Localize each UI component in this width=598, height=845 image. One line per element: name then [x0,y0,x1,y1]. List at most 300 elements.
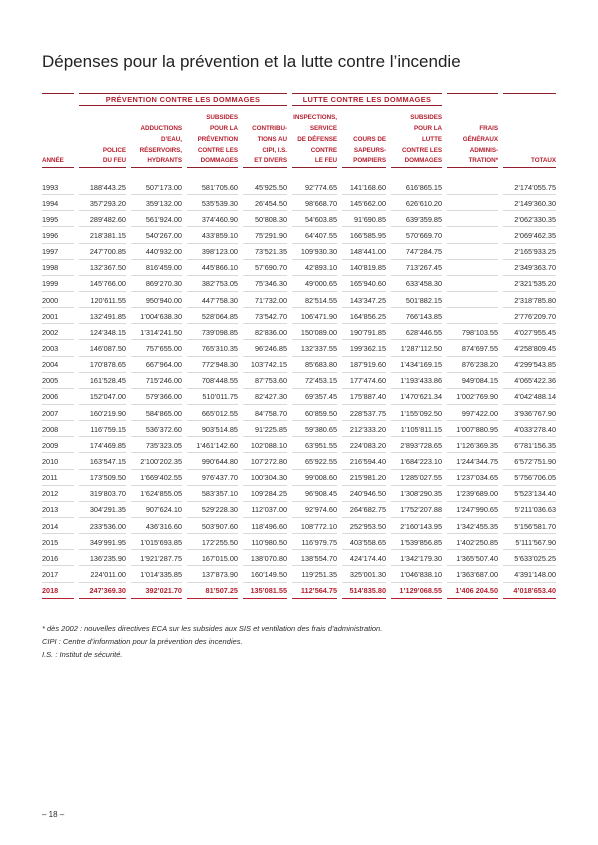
cours-sapeurs-pompiers-cell: 165’940.60 [342,276,386,292]
inspections-cell: 82’514.55 [292,292,337,308]
subsides-prevention-cell: 583’357.10 [187,486,238,502]
contributions-cell: 91’225.85 [243,421,287,437]
frais-generaux-cell: 1’237’034.65 [447,470,498,486]
adductions-cell: 715’246.00 [131,373,182,389]
adductions-cell: 1’014’335.85 [131,566,182,582]
subsides-prevention-cell: 665’012.55 [187,405,238,421]
year-cell: 1994 [42,195,74,211]
subsides-lutte-cell: 633’458.30 [391,276,442,292]
adductions-cell: 1’669’402.55 [131,470,182,486]
police-du-feu-cell: 218’381.15 [79,227,126,243]
header-spacer [42,168,556,179]
totaux-cell: 2’776’209.70 [503,308,556,324]
frais-generaux-cell: 1’126’369.35 [447,437,498,453]
subsides-prevention-cell: 708’448.55 [187,373,238,389]
adductions-cell: 579’366.00 [131,389,182,405]
cours-sapeurs-pompiers-cell: 228’537.75 [342,405,386,421]
contributions-cell: 107’272.80 [243,453,287,469]
police-du-feu-cell: 145’766.00 [79,276,126,292]
table-row [42,486,556,502]
police-du-feu-cell: 161’528.45 [79,373,126,389]
totaux-cell: 3’936’767.90 [503,405,556,421]
subsides-prevention-cell: 137’873.90 [187,566,238,582]
frais-generaux-cell: 1’406 204.50 [447,583,498,599]
police-du-feu-cell: 160’219.90 [79,405,126,421]
subsides-lutte-cell: 1’752’207.88 [391,502,442,518]
inspections-cell: 65’922.55 [292,453,337,469]
police-du-feu-cell: 136’235.90 [79,550,126,566]
adductions-cell: 1’004’638.30 [131,308,182,324]
spacer-cell [42,168,556,179]
contributions-cell: 96’246.85 [243,340,287,356]
table-row [42,324,556,340]
subsides-prevention-cell: 167’015.00 [187,550,238,566]
totaux-cell: 2’069’462.35 [503,227,556,243]
contributions-cell: 109’284.25 [243,486,287,502]
column-header-totaux: TOTAUX [503,93,556,168]
contributions-cell: 73’542.70 [243,308,287,324]
subsides-lutte-cell: 1’684’223.10 [391,453,442,469]
group-header-lutte: LUTTE CONTRE LES DOMMAGES [292,93,442,106]
contributions-cell: 73’521.35 [243,244,287,260]
totaux-cell: 2’165’933.25 [503,244,556,260]
adductions-cell: 1’624’855.05 [131,486,182,502]
police-du-feu-cell: 289’482.60 [79,211,126,227]
table-row [42,195,556,211]
totaux-cell: 4’027’955.45 [503,324,556,340]
subsides-prevention-cell: 529’228.30 [187,502,238,518]
contributions-cell: 100’304.30 [243,470,287,486]
year-cell: 2018 [42,583,74,599]
contributions-cell: 135’081.55 [243,583,287,599]
cours-sapeurs-pompiers-cell: 403’558.65 [342,534,386,550]
contributions-cell: 82’427.30 [243,389,287,405]
year-cell: 2002 [42,324,74,340]
subsides-lutte-cell: 1’342’179.30 [391,550,442,566]
contributions-cell: 50’808.30 [243,211,287,227]
subsides-prevention-cell: 398’123.00 [187,244,238,260]
subsides-lutte-cell: 713’267.45 [391,260,442,276]
police-du-feu-cell: 319’803.70 [79,486,126,502]
inspections-cell: 69’357.45 [292,389,337,405]
frais-generaux-cell: 1’402’250.85 [447,534,498,550]
frais-generaux-cell: 1’247’990.65 [447,502,498,518]
police-du-feu-cell: 357’293.20 [79,195,126,211]
year-cell: 2003 [42,340,74,356]
subsides-lutte-cell: 570’669.70 [391,227,442,243]
totaux-cell: 6’572’751.90 [503,453,556,469]
cours-sapeurs-pompiers-cell: 145’662.00 [342,195,386,211]
adductions-cell: 907’624.10 [131,502,182,518]
subsides-lutte-cell: 1’129’068.55 [391,583,442,599]
subsides-prevention-cell: 382’753.05 [187,276,238,292]
police-du-feu-cell: 120’611.55 [79,292,126,308]
subsides-prevention-cell: 172’255.50 [187,534,238,550]
contributions-cell: 118’496.60 [243,518,287,534]
contributions-cell: 110’980.50 [243,534,287,550]
column-header-contributions: CONTRIBU- TIONS AU CIPI, I.S. ET DIVERS [243,106,287,168]
subsides-lutte-cell: 1’539’856.85 [391,534,442,550]
inspections-cell: 150’089.00 [292,324,337,340]
table-row [42,244,556,260]
police-du-feu-cell: 233’536.00 [79,518,126,534]
subsides-prevention-cell: 535’539.30 [187,195,238,211]
subsides-prevention-cell: 445’866.10 [187,260,238,276]
table-row [42,550,556,566]
totaux-cell: 6’781’156.35 [503,437,556,453]
adductions-cell: 2’100’202.35 [131,453,182,469]
inspections-cell: 64’407.55 [292,227,337,243]
subsides-lutte-cell: 1’470’621.34 [391,389,442,405]
frais-generaux-cell: 1’007’880.95 [447,421,498,437]
totaux-cell: 5’523’134.40 [503,486,556,502]
adductions-cell: 584’865.00 [131,405,182,421]
totaux-cell: 2’318’785.80 [503,292,556,308]
year-cell: 2011 [42,470,74,486]
totaux-cell: 5’111’567.90 [503,534,556,550]
police-du-feu-cell: 174’469.85 [79,437,126,453]
column-header-inspections: INSPECTIONS, SERVICE DE DÉFENSE CONTRE LE FEU [292,106,337,168]
totaux-cell: 4’065’422.36 [503,373,556,389]
cours-sapeurs-pompiers-cell: 224’083.20 [342,437,386,453]
table-row [42,260,556,276]
police-du-feu-cell: 349’991.95 [79,534,126,550]
frais-generaux-cell [447,227,498,243]
adductions-cell: 1’314’241.50 [131,324,182,340]
contributions-cell: 103’742.15 [243,357,287,373]
contributions-cell: 26’454.50 [243,195,287,211]
inspections-cell: 132’337.55 [292,340,337,356]
inspections-cell: 60’859.50 [292,405,337,421]
frais-generaux-cell: 1’342’455.35 [447,518,498,534]
adductions-cell: 1’921’287.75 [131,550,182,566]
frais-generaux-cell [447,260,498,276]
subsides-lutte-cell: 626’610.20 [391,195,442,211]
cours-sapeurs-pompiers-cell: 424’174.40 [342,550,386,566]
subsides-prevention-cell: 990’644.80 [187,453,238,469]
frais-generaux-cell [447,292,498,308]
table-row [42,405,556,421]
totaux-cell: 2’062’330.35 [503,211,556,227]
contributions-cell: 84’758.70 [243,405,287,421]
totaux-cell: 2’174’055.75 [503,179,556,195]
contributions-cell: 45’925.50 [243,179,287,195]
police-du-feu-cell: 247’700.85 [79,244,126,260]
column-header-subsides-lutte: SUBSIDES POUR LA LUTTE CONTRE LES DOMMAGES [391,106,442,168]
police-du-feu-cell: 163’547.15 [79,453,126,469]
cours-sapeurs-pompiers-cell: 166’585.95 [342,227,386,243]
adductions-cell: 869’270.30 [131,276,182,292]
cours-sapeurs-pompiers-cell: 187’919.60 [342,357,386,373]
table-row [42,292,556,308]
year-cell: 2010 [42,453,74,469]
totaux-cell: 4’018’653.40 [503,583,556,599]
year-cell: 2008 [42,421,74,437]
inspections-cell: 96’908.45 [292,486,337,502]
table-row [42,308,556,324]
group-header-row [42,93,556,106]
inspections-cell: 108’772.10 [292,518,337,534]
table-row [42,389,556,405]
group-header-prevention: PRÉVENTION CONTRE LES DOMMAGES [79,93,287,106]
subsides-lutte-cell: 616’865.15 [391,179,442,195]
year-cell: 2005 [42,373,74,389]
totaux-cell: 5’756’706.05 [503,470,556,486]
adductions-cell: 359’132.00 [131,195,182,211]
table-row [42,502,556,518]
cours-sapeurs-pompiers-cell: 91’690.85 [342,211,386,227]
column-header-cours-sapeurs-pompiers: COURS DE SAPEURS- POMPIERS [342,106,386,168]
page-title: Dépenses pour la prévention et la lutte contre l’incendie [42,52,461,71]
subsides-lutte-cell: 501’882.15 [391,292,442,308]
subsides-prevention-cell: 81’507.25 [187,583,238,599]
contributions-cell: 138’070.80 [243,550,287,566]
subsides-prevention-cell: 765’310.35 [187,340,238,356]
subsides-lutte-cell: 1’308’290.35 [391,486,442,502]
subsides-prevention-cell: 772’948.30 [187,357,238,373]
column-header-annee: ANNÉE [42,93,74,168]
adductions-cell: 816’459.00 [131,260,182,276]
frais-generaux-cell: 997’422.00 [447,405,498,421]
subsides-lutte-cell: 1’434’169.15 [391,357,442,373]
year-cell: 2016 [42,550,74,566]
police-du-feu-cell: 152’047.00 [79,389,126,405]
year-cell: 2006 [42,389,74,405]
frais-generaux-cell: 949’084.15 [447,373,498,389]
year-cell: 1993 [42,179,74,195]
expenses-table [37,93,561,599]
adductions-cell: 667’964.00 [131,357,182,373]
subsides-prevention-cell: 1’461’142.60 [187,437,238,453]
subsides-lutte-cell: 1’105’811.15 [391,421,442,437]
inspections-cell: 63’951.55 [292,437,337,453]
contributions-cell: 112’037.00 [243,502,287,518]
police-du-feu-cell: 124’348.15 [79,324,126,340]
adductions-cell: 536’372.60 [131,421,182,437]
totaux-cell: 4’258’809.45 [503,340,556,356]
table-row [42,470,556,486]
table-row [42,276,556,292]
cours-sapeurs-pompiers-cell: 175’887.40 [342,389,386,405]
totaux-cell: 4’299’543.85 [503,357,556,373]
subsides-prevention-cell: 976’437.70 [187,470,238,486]
table-row [42,566,556,582]
totaux-cell: 2’149’360.30 [503,195,556,211]
year-cell: 2004 [42,357,74,373]
year-cell: 2007 [42,405,74,421]
subsides-prevention-cell: 510’011.75 [187,389,238,405]
police-du-feu-cell: 132’491.85 [79,308,126,324]
inspections-cell: 138’554.70 [292,550,337,566]
table-row [42,227,556,243]
adductions-cell: 440’932.00 [131,244,182,260]
adductions-cell: 561’924.00 [131,211,182,227]
subsides-prevention-cell: 503’907.60 [187,518,238,534]
table-row [42,518,556,534]
cours-sapeurs-pompiers-cell: 264’682.75 [342,502,386,518]
subsides-lutte-cell: 1’155’092.50 [391,405,442,421]
police-du-feu-cell: 170’878.65 [79,357,126,373]
police-du-feu-cell: 247’369.30 [79,583,126,599]
totaux-cell: 4’391’148.00 [503,566,556,582]
inspections-cell: 85’683.80 [292,357,337,373]
inspections-cell: 112’564.75 [292,583,337,599]
table-row [42,437,556,453]
footnote-cipi: CIPI : Centre d’information pour la prévention des incendies. [42,637,243,646]
table-row [42,583,556,599]
cours-sapeurs-pompiers-cell: 141’168.60 [342,179,386,195]
cours-sapeurs-pompiers-cell: 143’347.25 [342,292,386,308]
frais-generaux-cell [447,195,498,211]
table-row [42,421,556,437]
totaux-cell: 5’156’581.70 [503,518,556,534]
contributions-cell: 71’732.00 [243,292,287,308]
table-row [42,357,556,373]
year-cell: 2001 [42,308,74,324]
frais-generaux-cell: 1’239’689.00 [447,486,498,502]
cours-sapeurs-pompiers-cell: 514’835.80 [342,583,386,599]
adductions-cell: 507’173.00 [131,179,182,195]
totaux-cell: 2’349’363.70 [503,260,556,276]
frais-generaux-cell [447,211,498,227]
cours-sapeurs-pompiers-cell: 177’474.60 [342,373,386,389]
subsides-lutte-cell: 639’359.85 [391,211,442,227]
totaux-cell: 2’321’535.20 [503,276,556,292]
subsides-lutte-cell: 766’143.85 [391,308,442,324]
adductions-cell: 540’267.00 [131,227,182,243]
contributions-cell: 160’149.50 [243,566,287,582]
adductions-cell: 1’015’693.85 [131,534,182,550]
police-du-feu-cell: 173’509.50 [79,470,126,486]
adductions-cell: 392’021.70 [131,583,182,599]
inspections-cell: 54’603.85 [292,211,337,227]
table-row [42,373,556,389]
police-du-feu-cell: 224’011.00 [79,566,126,582]
totaux-cell: 4’033’278.40 [503,421,556,437]
inspections-cell: 119’251.35 [292,566,337,582]
totaux-cell: 5’211’036.63 [503,502,556,518]
subsides-lutte-cell: 1’285’027.55 [391,470,442,486]
inspections-cell: 116’979.75 [292,534,337,550]
inspections-cell: 72’453.15 [292,373,337,389]
police-du-feu-cell: 116’759.15 [79,421,126,437]
table-body [42,179,556,599]
cours-sapeurs-pompiers-cell: 240’946.50 [342,486,386,502]
year-cell: 1997 [42,244,74,260]
totaux-cell: 5’633’025.25 [503,550,556,566]
frais-generaux-cell: 876’238.20 [447,357,498,373]
frais-generaux-cell: 1’244’344.75 [447,453,498,469]
spacer-row [42,168,556,179]
inspections-cell: 109’930.30 [292,244,337,260]
column-header-police-du-feu: POLICE DU FEU [79,106,126,168]
frais-generaux-cell [447,276,498,292]
subsides-lutte-cell: 628’446.55 [391,324,442,340]
contributions-cell: 57’690.70 [243,260,287,276]
cours-sapeurs-pompiers-cell: 164’856.25 [342,308,386,324]
year-cell: 2009 [42,437,74,453]
year-cell: 1995 [42,211,74,227]
inspections-cell: 59’380.65 [292,421,337,437]
contributions-cell: 102’088.10 [243,437,287,453]
year-cell: 2000 [42,292,74,308]
column-header-adductions: ADDUCTIONS D’EAU, RÉSERVOIRS, HYDRANTS [131,106,182,168]
inspections-cell: 92’774.65 [292,179,337,195]
year-cell: 2014 [42,518,74,534]
year-cell: 2012 [42,486,74,502]
year-cell: 2013 [42,502,74,518]
year-cell: 1998 [42,260,74,276]
page-number: – 18 – [42,810,65,819]
inspections-cell: 42’893.10 [292,260,337,276]
table-row [42,453,556,469]
inspections-cell: 99’008.60 [292,470,337,486]
subsides-prevention-cell: 581’705.60 [187,179,238,195]
cours-sapeurs-pompiers-cell: 199’362.15 [342,340,386,356]
adductions-cell: 735’323.05 [131,437,182,453]
table-row [42,534,556,550]
inspections-cell: 106’471.90 [292,308,337,324]
totaux-cell: 4’042’488.14 [503,389,556,405]
year-cell: 2015 [42,534,74,550]
police-du-feu-cell: 304’291.35 [79,502,126,518]
contributions-cell: 75’346.30 [243,276,287,292]
subsides-lutte-cell: 747’284.75 [391,244,442,260]
subsides-prevention-cell: 528’064.85 [187,308,238,324]
column-header-subsides-prevention: SUBSIDES POUR LA PRÉVENTION CONTRE LES DOMMAGES [187,106,238,168]
table-row [42,211,556,227]
footnote-is: I.S. : Institut de sécurité. [42,650,123,659]
cours-sapeurs-pompiers-cell: 252’953.50 [342,518,386,534]
police-du-feu-cell: 188’443.25 [79,179,126,195]
frais-generaux-cell: 874’697.55 [447,340,498,356]
adductions-cell: 757’655.00 [131,340,182,356]
contributions-cell: 87’753.60 [243,373,287,389]
adductions-cell: 436’316.60 [131,518,182,534]
cours-sapeurs-pompiers-cell: 215’981.20 [342,470,386,486]
frais-generaux-cell [447,308,498,324]
footnote-administration: * dès 2002 : nouvelles directives ECA sur les subsides aux SIS et ventilation des frais d’administration. [42,624,383,633]
table-header [42,93,556,168]
subsides-prevention-cell: 374’460.90 [187,211,238,227]
table-row [42,340,556,356]
frais-generaux-cell: 1’365’507.40 [447,550,498,566]
adductions-cell: 950’940.00 [131,292,182,308]
frais-generaux-cell [447,179,498,195]
table-row [42,179,556,195]
police-du-feu-cell: 146’087.50 [79,340,126,356]
subsides-prevention-cell: 739’098.85 [187,324,238,340]
inspections-cell: 98’668.70 [292,195,337,211]
column-header-frais-generaux: FRAIS GÉNÉRAUX ADMINIS- TRATION* [447,93,498,168]
year-cell: 1996 [42,227,74,243]
cours-sapeurs-pompiers-cell: 140’819.85 [342,260,386,276]
subsides-lutte-cell: 2’893’728.65 [391,437,442,453]
contributions-cell: 75’291.90 [243,227,287,243]
frais-generaux-cell [447,244,498,260]
police-du-feu-cell: 132’367.50 [79,260,126,276]
subsides-prevention-cell: 433’859.10 [187,227,238,243]
subsides-lutte-cell: 1’287’112.50 [391,340,442,356]
frais-generaux-cell: 1’002’769.90 [447,389,498,405]
cours-sapeurs-pompiers-cell: 148’441.00 [342,244,386,260]
year-cell: 1999 [42,276,74,292]
subsides-prevention-cell: 447’758.30 [187,292,238,308]
inspections-cell: 92’974.60 [292,502,337,518]
subsides-lutte-cell: 1’046’838.10 [391,566,442,582]
cours-sapeurs-pompiers-cell: 325’001.30 [342,566,386,582]
footnotes [42,622,382,661]
